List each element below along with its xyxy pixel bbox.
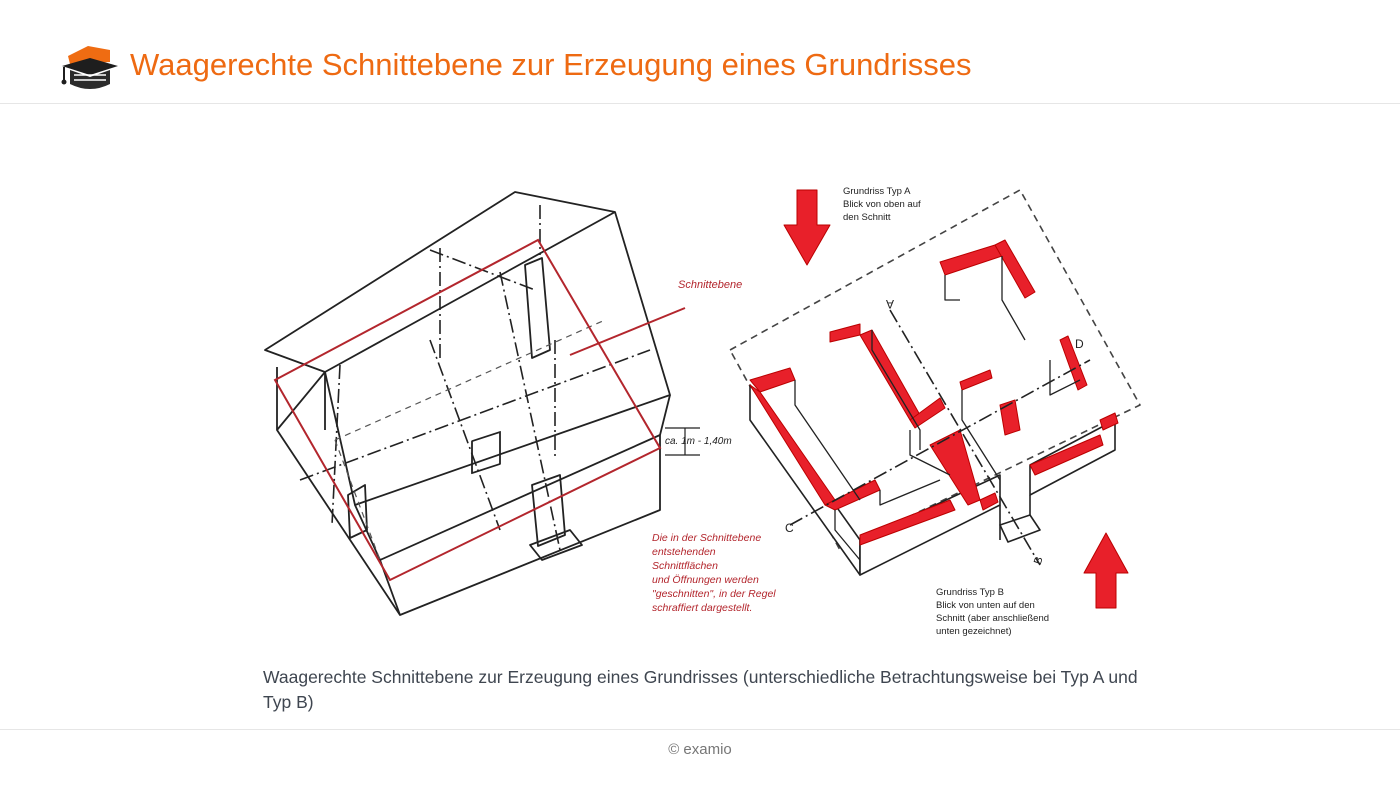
- svg-text:Grundriss Typ A: Grundriss Typ A: [843, 186, 911, 197]
- arrow-up-icon: [1084, 533, 1128, 608]
- svg-text:Blick von unten auf den: Blick von unten auf den: [936, 600, 1035, 611]
- arrow-down-icon: [784, 190, 830, 265]
- copyright: © examio: [668, 741, 732, 758]
- svg-text:Die in der Schnittebene: Die in der Schnittebene: [652, 532, 762, 544]
- typ-b-label: [936, 587, 1049, 637]
- house-isometric-drawing: [265, 192, 670, 615]
- figure-caption: Waagerechte Schnittebene zur Erzeugung eines Grundrisses (unterschiedliche Betrachtungsweise bei Typ A und Typ B): [263, 667, 1138, 712]
- svg-text:Schnittflächen: Schnittflächen: [652, 560, 718, 572]
- svg-text:Grundriss Typ B: Grundriss Typ B: [936, 587, 1004, 598]
- height-label: ca. 1m - 1,40m: [665, 436, 732, 447]
- svg-text:unten gezeichnet): unten gezeichnet): [936, 626, 1012, 637]
- schnittebene-label: Schnittebene: [678, 279, 743, 291]
- axis-c-label: C: [785, 521, 794, 535]
- axis-d-label: D: [1075, 337, 1084, 351]
- section-note: [652, 532, 776, 614]
- svg-text:"geschnitten", in der Regel: "geschnitten", in der Regel: [652, 588, 776, 600]
- floor-plan-isometric-drawing: [730, 190, 1140, 608]
- svg-text:und Öffnungen werden: und Öffnungen werden: [652, 574, 759, 586]
- page-title: Waagerechte Schnittebene zur Erzeugung eines Grundrisses: [130, 47, 972, 82]
- footer-divider: [0, 729, 1400, 730]
- graduation-cap-logo-icon: [58, 42, 120, 94]
- section-plane-diagram: [260, 180, 1160, 645]
- svg-text:Blick von oben auf: Blick von oben auf: [843, 199, 921, 210]
- axis-a-label: A: [885, 297, 894, 311]
- typ-a-label: [843, 186, 921, 223]
- svg-text:den Schnitt: den Schnitt: [843, 212, 891, 223]
- header: [0, 0, 1400, 104]
- svg-text:schraffiert dargestellt.: schraffiert dargestellt.: [652, 602, 753, 614]
- svg-text:entstehenden: entstehenden: [652, 546, 716, 558]
- axis-b-label: B: [1031, 555, 1046, 567]
- svg-text:Schnitt (aber anschließend: Schnitt (aber anschließend: [936, 613, 1050, 624]
